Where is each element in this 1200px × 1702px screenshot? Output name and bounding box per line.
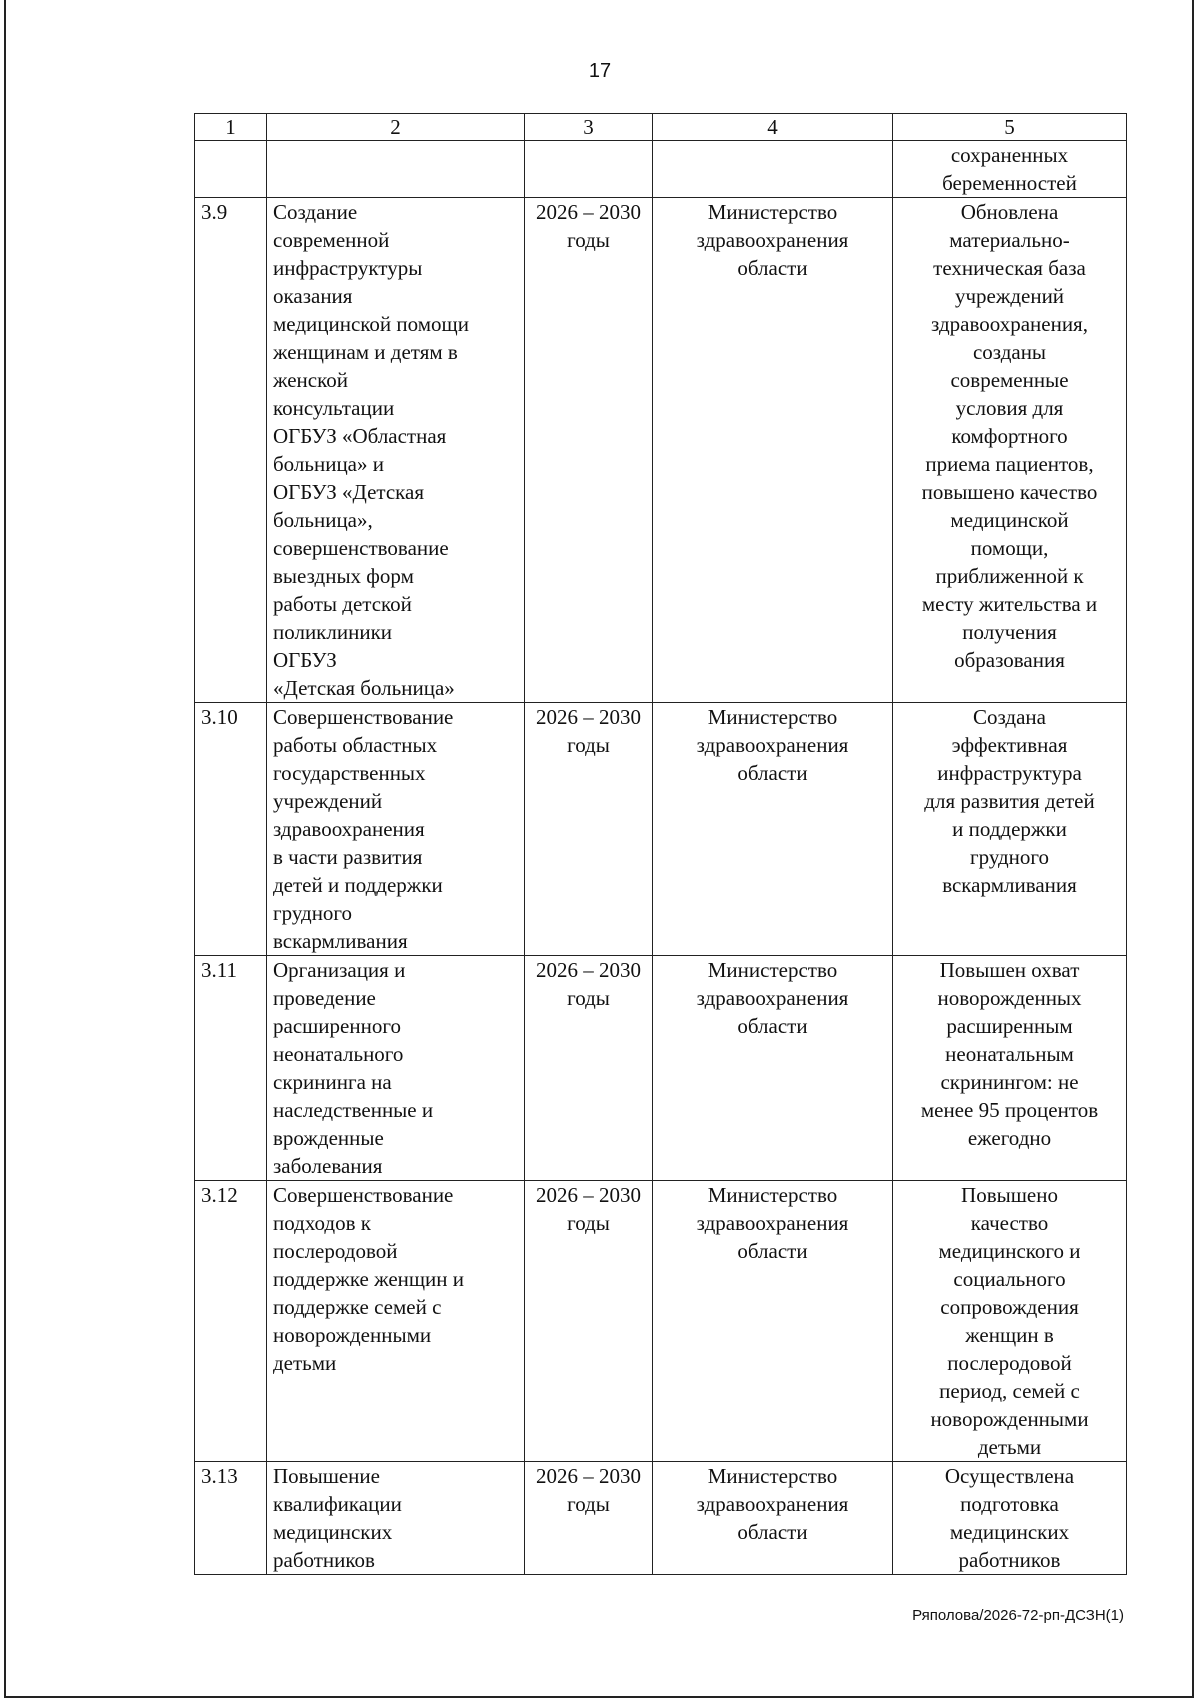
column-header-5: 5: [893, 114, 1127, 141]
table-row: [195, 956, 1127, 1181]
column-header-2: 2: [267, 114, 525, 141]
result-cell: сохраненных беременностей: [893, 141, 1127, 198]
term-cell: 2026 – 2030 годы: [525, 198, 653, 703]
activity-name-cell: Создание современной инфраструктуры оказания медицинской помощи женщинам и детям в женской консультации ОГБУЗ «Областная больница» и ОГБУЗ «Детская больница», совершенствование выездных форм работы детской поликлиники ОГБУЗ «Детская больница»: [267, 198, 525, 703]
result-cell: Создана эффективная инфраструктура для развития детей и поддержки грудного вскармливания: [893, 703, 1127, 956]
column-header-3: 3: [525, 114, 653, 141]
table-header-row: [195, 114, 1127, 141]
row-number-cell: [195, 141, 267, 198]
term-cell: 2026 – 2030 годы: [525, 1181, 653, 1462]
activity-name-cell: Организация и проведение расширенного неонатального скрининга на наследственные и врожденные заболевания: [267, 956, 525, 1181]
table-row: [195, 1181, 1127, 1462]
row-number-cell: 3.12: [195, 1181, 267, 1462]
activity-name-cell: Совершенствование работы областных государственных учреждений здравоохранения в части развития детей и поддержки грудного вскармливания: [267, 703, 525, 956]
column-header-1: 1: [195, 114, 267, 141]
table-row: [195, 1462, 1127, 1575]
table-row: [195, 198, 1127, 703]
table-row-continued: [195, 141, 1127, 198]
row-number-cell: 3.13: [195, 1462, 267, 1575]
result-cell: Повышено качество медицинского и социального сопровождения женщин в послеродовой период, семей с новорожденными детьми: [893, 1181, 1127, 1462]
executor-cell: Министерство здравоохранения области: [653, 956, 893, 1181]
term-cell: 2026 – 2030 годы: [525, 703, 653, 956]
column-header-4: 4: [653, 114, 893, 141]
executor-cell: Министерство здравоохранения области: [653, 1181, 893, 1462]
result-cell: Повышен охват новорожденных расширенным неонатальным скринингом: не менее 95 процентов ежегодно: [893, 956, 1127, 1181]
activity-name-cell: Совершенствование подходов к послеродовой поддержке женщин и поддержке семей с новорожденными детьми: [267, 1181, 525, 1462]
program-table: [194, 113, 1127, 1575]
table-row: [195, 703, 1127, 956]
row-number-cell: 3.9: [195, 198, 267, 703]
term-cell: [525, 141, 653, 198]
executor-cell: Министерство здравоохранения области: [653, 703, 893, 956]
executor-cell: Министерство здравоохранения области: [653, 1462, 893, 1575]
row-number-cell: 3.11: [195, 956, 267, 1181]
result-cell: Осуществлена подготовка медицинских работников: [893, 1462, 1127, 1575]
row-number-cell: 3.10: [195, 703, 267, 956]
result-cell: Обновлена материально- техническая база учреждений здравоохранения, созданы современные условия для комфортного приема пациентов, повышено качество медицинской помощи, приближенной к месту жительства и получения образования: [893, 198, 1127, 703]
page-number: 17: [588, 60, 612, 82]
activity-name-cell: [267, 141, 525, 198]
activity-name-cell: Повышение квалификации медицинских работников: [267, 1462, 525, 1575]
term-cell: 2026 – 2030 годы: [525, 1462, 653, 1575]
document-code: Ряполова/2026-72-рп-ДСЗН(1): [912, 1607, 1124, 1624]
executor-cell: [653, 141, 893, 198]
term-cell: 2026 – 2030 годы: [525, 956, 653, 1181]
executor-cell: Министерство здравоохранения области: [653, 198, 893, 703]
